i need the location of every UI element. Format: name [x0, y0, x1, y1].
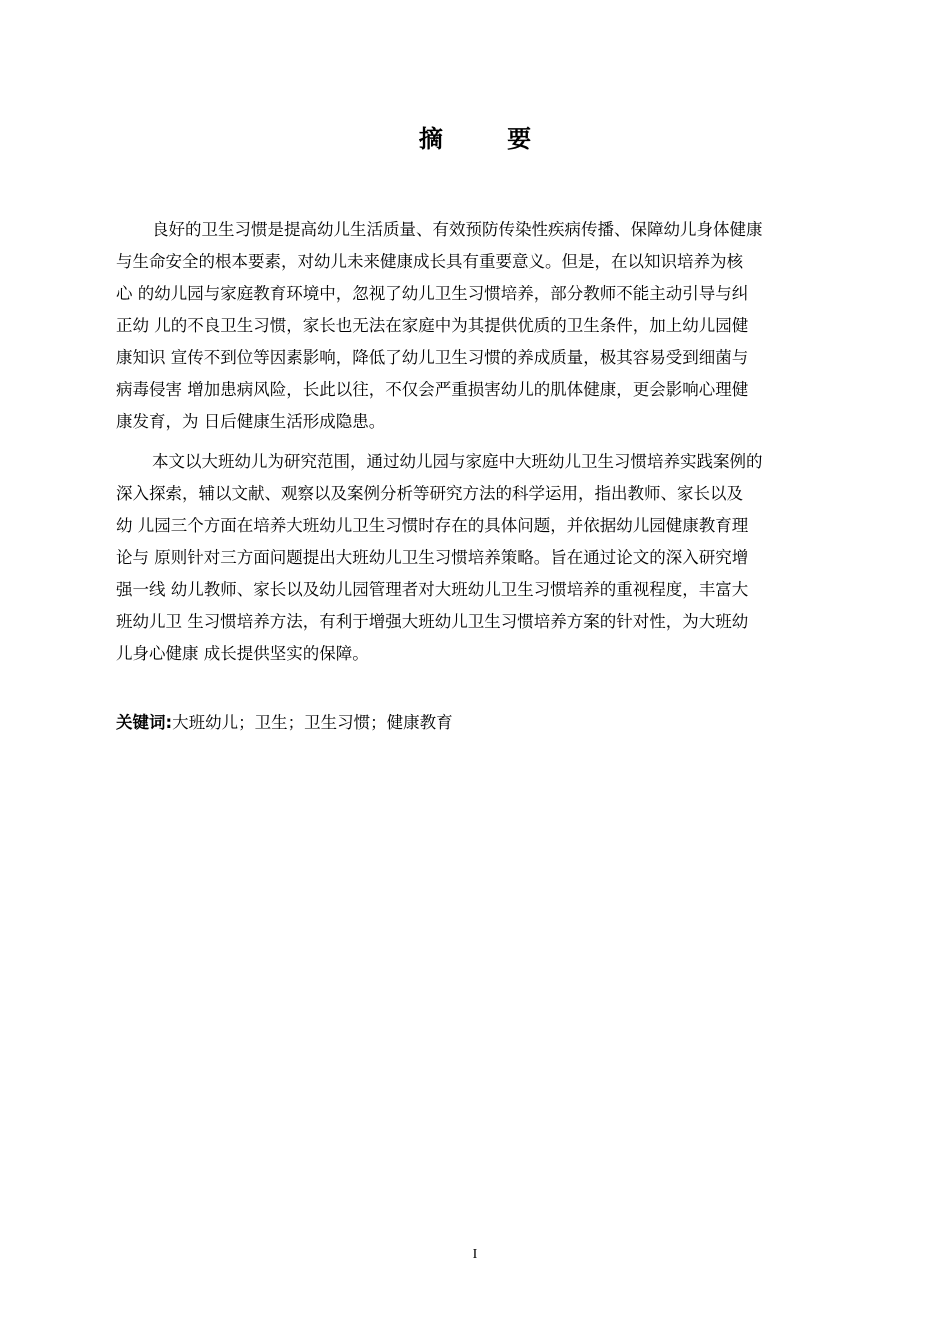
text-line: 强一线 幼儿教师、家长以及幼儿园管理者对大班幼儿卫生习惯培养的重视程度，丰富大 — [116, 580, 749, 599]
keywords-value: 大班幼儿；卫生；卫生习惯；健康教育 — [172, 713, 453, 732]
text-line: 儿身心健康 成长提供坚实的保障。 — [116, 644, 369, 663]
text-line: 正幼 儿的不良卫生习惯，家长也无法在家庭中为其提供优质的卫生条件，加上幼儿园健 — [116, 316, 749, 335]
text-line: 深入探索，辅以文献、观察以及案例分析等研究方法的科学运用，指出教师、家长以及 — [116, 484, 743, 503]
text-line: 心 的幼儿园与家庭教育环境中，忽视了幼儿卫生习惯培养，部分教师不能主动引导与纠 — [116, 284, 749, 303]
keywords-label: 关键词: — [116, 713, 173, 732]
page-number: I — [472, 1247, 478, 1262]
keywords-line — [116, 708, 453, 738]
text-line: 病毒侵害 增加患病风险，长此以往，不仅会严重损害幼儿的肌体健康，更会影响心理健 — [116, 380, 749, 399]
text-line: 班幼儿卫 生习惯培养方法，有利于增强大班幼儿卫生习惯培养方案的针对性，为大班幼 — [116, 612, 749, 631]
text-line: 本文以大班幼儿为研究范围，通过幼儿园与家庭中大班幼儿卫生习惯培养实践案例的 — [152, 452, 763, 471]
text-line: 论与 原则针对三方面问题提出大班幼儿卫生习惯培养策略。旨在通过论文的深入研究增 — [116, 548, 749, 567]
text-line: 良好的卫生习惯是提高幼儿生活质量、有效预防传染性疾病传播、保障幼儿身体健康 — [152, 220, 763, 239]
text-line: 幼 儿园三个方面在培养大班幼儿卫生习惯时存在的具体问题，并依据幼儿园健康教育理 — [116, 516, 749, 535]
text-line: 与生命安全的根本要素，对幼儿未来健康成长具有重要意义。但是，在以知识培养为核 — [116, 252, 743, 271]
text-line: 康知识 宣传不到位等因素影响，降低了幼儿卫生习惯的养成质量，极其容易受到细菌与 — [116, 348, 749, 367]
text-line: 康发育，为 日后健康生活形成隐患。 — [116, 412, 386, 431]
abstract-title: 摘 要 — [418, 124, 560, 153]
abstract-paragraph-1 — [116, 214, 852, 438]
abstract-paragraph-2 — [116, 446, 852, 670]
